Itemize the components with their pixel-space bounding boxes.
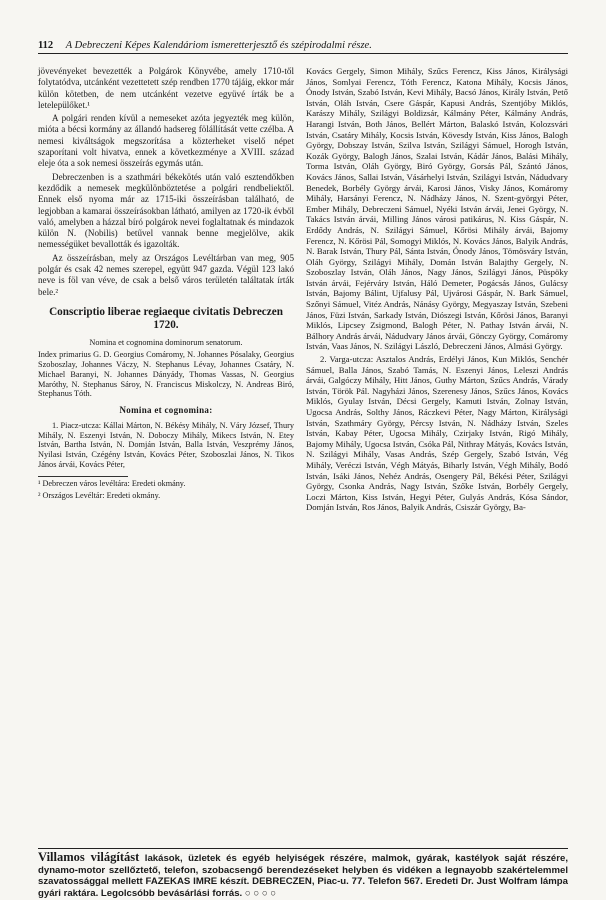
footnote-divider <box>38 476 128 477</box>
footnote-1: ¹ Debreczen város levéltára: Eredeti okmány. <box>38 479 186 489</box>
footnote-2: ² Országos Levéltár: Eredeti okmány. <box>38 491 161 501</box>
nomina-list: 1. Piacz-utcza: Kállai Márton, N. Békésy Mihály, N. Váry József, Thury Mihály, N. Eszenyi István, N. Doboczy Mihály, Mikecs István, N. Etey István, Bartha István, N. Domján István, Balla István, Veszprémy János, Nyilasi István, Czégény István, Kovács Péter, Szoboszlai János, N. Tikos János árvái, Kovács Péter, <box>38 420 294 470</box>
running-title: A Debreczeni Képes Kalendáriom ismeretterjesztő és szépirodalmi része. <box>65 40 372 51</box>
page-number: 112 <box>38 40 54 51</box>
senate-intro: Nomina et cognomina dominorum senatorum. <box>89 337 243 347</box>
nomina-heading: Nomina et cognomina: <box>119 405 213 416</box>
ad-headline: Villamos világítást <box>38 850 140 864</box>
name-list: Kovács Gergely, Simon Mihály, Szűcs Ferencz, Kiss János, Királysági János, Somlyai Ferencz, Tóth Ferencz, Katona Mihály, Kocsis János, Ónody István, Szabó István, Kevi Mihály, Bacsó János, Király István, Pető István, Oláh István, Csere Gáspár, Kapusi András, Szentjóby Miklós, Karászy Mihály, Szilágyi Boldizsár, Kálmány Péter, Kálmány András, Harangi István, Both János, Bellért Márton, Balaskó István, Kolozsvári István, Csatáry Mihály, Kocsis István, Kövesdy István, Kiss János, Balogh György, Dobszay István, Szilva István, Szilágyi Sámuel, Horogh István, Kozák György, Balogh János, Szalai István, Kádár János, Balási Mihály, Torma István, Oláh György, Biró György, Gorsás Pál, Szántó János, Kovács János, Sallai István, Vásárhelyi István, Szilágyi István, Nádudvary Benedek, Borbély György árvái, Karosi János, Visky János, Komáromy Mihály, Harsányi Ferencz, N. Nádházy János, N. Szent-györgyi Péter, Ember Mihály, Debreczeni Sámuel, Nyéki István árvái, Jenei György, N. Takács István árvái, Milling János városi patikárus, N. Kiss Gáspár, N. Erdődy András, N. Szilágyi Sámuel, Kőrösi Mihály árvái, Bajomy Ferencz, N. Kőrösi Pál, Somogyi Miklós, N. Kovács János, Balyik András, N. Barak István, Thury Pál, Sánta István, Ónody János, Tömösváry István, Oláh György, Szilágyi Mihály, Domán István Balajthy Gergely, N. Szoboszlay István, Oláh János, Nagy János, Szilágyi János, Püspöky István árvái, Fejérváry István, Háló Demeter, Pogácsás János, Gulácsy István, Bajomy Bálint, Ujfalusy Pál, Ujvárosi Gáspár, N. Bark Sámuel, Szőnyi Sámuel, Vitéz András, Nánásy György, Megyaszay István, Szebeni János, Füzi István, Sarkady István, Diószegi István, Kőrösi János, Baranyi Miklós, Lipcsey Zsigmond, Balogh Péter, N. Pathay István árvái, N. Bálhory András árvái, Nádudvary János árvái, Gönczy György, Comáromy István, Vaas János, N. Szilágyi László, Debreczeni János, Almási György. <box>306 66 568 352</box>
paragraph: Az összeírásban, mely az Országos Levéltárban van meg, 905 polgár és csak 42 nemes szerepel, együtt 947 gazda. Végül 123 lakó neve is föl van véve, de csak a belső város területén találtatak írták bele.² <box>38 252 294 297</box>
senate-list: Index primarius G. D. Georgius Comáromy, N. Johannes Pósalaky, Georgius Szoboszlay, Johannes Váczy, N. Stephanus Lévay, Johannes Csatáry, N. Michael Baranyi, N. Johannes Dányády, Thomas Vassas, N. Georgius Maróthy, N. Stephanus Sároy, N. Franciscus Miskolczy, N. Andreas Biró, Stephanus Tóth. <box>38 349 294 399</box>
paragraph: Debreczenben is a szathmári békekötés után való esztendőkben kezdődik a nemesek megkülönböztetése a polgári rendbeliektől. Ennek első nyoma már az 1715-iki összeírásban található, de legjobban a kamarai összeírásokban látható, amilyen az 1720-ik évből való, amelyben a házzal bíró polgárok nevei foglaltatnak és mindazok külön N. (Nobilis) betűvel vannak benne megjelölve, akik nemességüket bevallották és igazolták. <box>38 171 294 250</box>
right-column <box>306 66 568 515</box>
section-title: Conscriptio liberae regiaeque civitatis Debreczen 1720. <box>49 305 283 331</box>
name-list: 2. Varga-utcza: Asztalos András, Erdélyi János, Kun Miklós, Senchér Sámuel, Balla János, Szabó Tamás, N. Eszenyi János, Leleszi András árvái, Galgóczy Mihály, Hitt János, Guthy Márton, Szűcs András, Várady István, Török Pál. Nagyházi János, Szerenesy János, Szűcs János, Kovács Miklós, Gyulay István, Décsi Gergely, Kamuti István, Zolnay István, Ugocsa András, Solthy János, Ráczkevi Péter, Nagy Márton, Királysági István, Szathmáry György, Pércsy István, N. Nádházy István, Szeles István, Kabay Péter, Ugocsa Mihály, Czirjaky István, Rigó Mihály, Bajomy Mihály, Ugocsa István, Csóka Pál, Nithray Mátyás, Kovács István, N. Szilágyi Mihály, Vasas András, Szép Gergely, Szabó István, Vég Mihály, Veréczi István, Végh Mátyás, Biharly István, Végh Mihály, Bodó István, Isáki János, Nehéz András, Osengery Pál, Békési Péter, Szilágyi György, Csonka András, Nagy István, Szőke István, Borbély Gergely, Loczi Márton, Kiss István, Hegyi Péter, Gulyás András, Kósa Sándor, Domján István, Ros János, Balyik András, Csiszár György, Ba- <box>306 354 568 513</box>
ad-body: lakások, üzletek és egyéb helyiségek részére, malmok, gyárak, kastélyok saját részére, dynamo-motor szellőztető, telefon, szobacsengő berendezéseket helyben és vidéken a legnayobb szakértelemmel szavatossággal mellett FAZEKAS IMRE készít. DEBRECZEN, Piac-u. 77. Telefon 567. Eredeti Dr. Just Wolfram lámpa gyári raktára. Legolcsóbb bevásárlási forrás. ○ ○ ○ ○ <box>38 853 568 899</box>
page-header <box>38 38 568 54</box>
left-column <box>38 66 294 501</box>
paragraph: jövevényeket bevezették a Polgárok Könyvébe, amely 1710-től folytatódva, utcánként vezettetett szép rendben 1770 tájáig, ekkor már külön kötetben, de nem utcánként vezetve együvé írták be a letelepülőket.¹ <box>38 66 294 110</box>
paragraph: A polgári renden kívül a nemeseket azóta jegyezték meg külön, mióta a bécsi kormány az állandó hadsereg fölállítását vette czélba. A nemesi kiváltságok megszorítása a közterheket viselő népet szaporítani volt hivatva, ennek a következménye a XVIII. század eleje óta a sok nemesi összeírás egymás után. <box>38 113 294 169</box>
advertisement <box>38 848 568 899</box>
